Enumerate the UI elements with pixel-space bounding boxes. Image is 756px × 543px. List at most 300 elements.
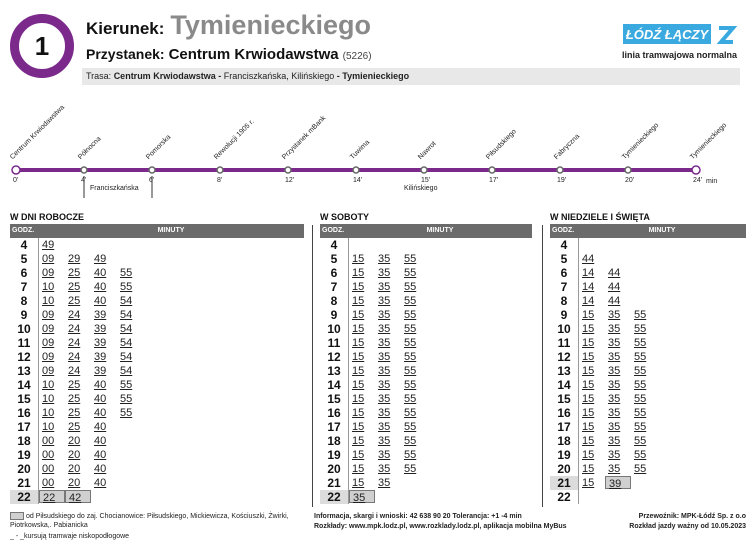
departure-minute: 15 <box>352 463 365 475</box>
minutes-cell <box>348 266 532 280</box>
hour-cell: 18 <box>17 434 31 448</box>
stop-marker <box>81 167 87 173</box>
sunday-header <box>550 224 746 238</box>
departure-minute: 39 <box>94 337 107 349</box>
departure-minute: 15 <box>582 435 595 447</box>
departure-minute: 44 <box>608 295 621 307</box>
departure-minute: 09 <box>42 253 55 265</box>
hour-cell: 13 <box>557 364 571 378</box>
time-unit: min <box>706 178 718 185</box>
sunday-section <box>550 212 746 504</box>
hour-column-header: GODZ. <box>12 227 35 234</box>
diagram-stop-time: 12' <box>285 177 295 184</box>
departure-minute: 55 <box>120 281 133 293</box>
route-middle: Franciszkańska, Kilińskiego <box>223 71 335 81</box>
departure-minute: 15 <box>582 351 595 363</box>
section-divider <box>312 225 313 507</box>
branch-label-franciszkanska: Franciszkańska <box>90 185 139 192</box>
stop-label: Przystanek: <box>86 46 165 62</box>
departure-minute: 35 <box>378 281 391 293</box>
departure-minute: 35 <box>608 435 621 447</box>
departure-minute: 15 <box>352 267 365 279</box>
minutes-cell <box>578 280 746 294</box>
departure-minute: 35 <box>378 379 391 391</box>
departure-minute: 15 <box>582 309 595 321</box>
route-end: - Tymienieckiego <box>336 71 410 81</box>
minutes-cell <box>348 280 532 294</box>
departure-minute: 35 <box>378 351 391 363</box>
minutes-cell <box>578 364 746 378</box>
timetable-row <box>550 462 746 476</box>
minutes-cell <box>348 294 532 308</box>
timetable-row <box>10 476 304 490</box>
minutes-cell <box>578 252 746 266</box>
minutes-cell <box>578 462 746 476</box>
timetable-row <box>550 392 746 406</box>
stop-marker <box>149 167 155 173</box>
minutes-cell <box>348 420 532 434</box>
departure-minute: 09 <box>42 309 55 321</box>
departure-minute: 15 <box>582 407 595 419</box>
hour-cell: 5 <box>20 252 28 266</box>
section-divider <box>542 225 543 507</box>
hour-cell: 19 <box>557 448 571 462</box>
valid-from: Rozkład jazdy ważny od 10.05.2023 <box>629 523 746 530</box>
branch-label-kilinskiego: Kilińskiego <box>404 185 438 192</box>
diagram-stop-time: 8' <box>217 177 223 184</box>
minutes-cell <box>578 392 746 406</box>
departure-minute: 15 <box>352 421 365 433</box>
diagram-stop-name: Tymienieckiego <box>621 121 661 161</box>
minutes-cell <box>578 336 746 350</box>
departure-minute: 40 <box>94 463 107 475</box>
departure-minute: 25 <box>68 407 81 419</box>
direction-label: Kierunek: <box>86 19 165 38</box>
minutes-cell <box>348 434 532 448</box>
departure-minute: 09 <box>42 337 55 349</box>
timetable-row <box>550 490 746 504</box>
saturday-header <box>320 224 532 238</box>
departure-minute: 15 <box>582 449 595 461</box>
timetable-row <box>550 350 746 364</box>
departure-minute: 40 <box>94 435 107 447</box>
diagram-stop-name: Pomorska <box>145 133 173 161</box>
info-line: Informacja, skargi i wnioski: 42 638 90 20 Tolerancja: +1 -4 min <box>314 513 522 520</box>
hour-cell: 20 <box>17 462 31 476</box>
departure-minute: 35 <box>378 449 391 461</box>
departure-minute: 15 <box>352 365 365 377</box>
timetable-row <box>550 336 746 350</box>
stop-marker <box>217 167 223 173</box>
departure-minute: 15 <box>582 365 595 377</box>
departure-minute: 55 <box>634 449 647 461</box>
minutes-cell <box>348 350 532 364</box>
departure-minute: 55 <box>404 281 417 293</box>
carrier: Przewoźnik: MPK-Łódź Sp. z o.o <box>638 513 746 520</box>
departure-minute: 09 <box>42 267 55 279</box>
departure-minute: 15 <box>582 463 595 475</box>
departure-minute: 40 <box>94 281 107 293</box>
departure-minute: 29 <box>68 253 81 265</box>
timetable-row <box>10 280 304 294</box>
stop-name: Centrum Krwiodawstwa <box>168 46 339 63</box>
saturday-section <box>320 212 532 504</box>
stop-marker <box>489 167 495 173</box>
departure-minute: 20 <box>68 463 81 475</box>
minutes-cell <box>38 448 304 462</box>
departure-minute: 55 <box>404 449 417 461</box>
minutes-cell <box>38 364 304 378</box>
departure-minute: 55 <box>634 323 647 335</box>
departure-minute: 44 <box>608 267 621 279</box>
departure-minute: 24 <box>68 365 81 377</box>
departure-minute: 00 <box>42 463 55 475</box>
timetable-row <box>550 364 746 378</box>
route-bar <box>82 68 740 85</box>
timetable-row <box>10 392 304 406</box>
departure-minute: 15 <box>352 337 365 349</box>
timetable-row <box>10 378 304 392</box>
departure-minute: 35 <box>378 477 391 489</box>
minutes-cell <box>348 238 532 252</box>
hour-cell: 22 <box>557 490 571 504</box>
departure-minute: 49 <box>42 239 55 251</box>
departure-minute: 20 <box>68 477 81 489</box>
timetable-row <box>10 406 304 420</box>
minutes-cell <box>38 252 304 266</box>
timetable-row <box>320 238 532 252</box>
hour-cell: 11 <box>17 336 31 350</box>
minutes-cell <box>38 308 304 322</box>
minutes-cell <box>348 322 532 336</box>
minutes-cell <box>578 476 746 490</box>
hour-cell: 14 <box>17 378 31 392</box>
timetable-row <box>320 364 532 378</box>
departure-minute: 55 <box>404 351 417 363</box>
diagram-stop-name: Północna <box>77 135 103 161</box>
departure-minute: 15 <box>582 337 595 349</box>
minutes-cell <box>38 434 304 448</box>
minutes-cell <box>348 252 532 266</box>
legend <box>10 512 310 530</box>
hour-cell: 20 <box>557 462 571 476</box>
hour-cell: 18 <box>557 434 571 448</box>
minutes-cell <box>38 350 304 364</box>
departure-minute: 55 <box>120 267 133 279</box>
departure-minute: 15 <box>352 253 365 265</box>
minutes-cell <box>578 308 746 322</box>
hour-cell: 16 <box>17 406 31 420</box>
departure-minute: 20 <box>68 435 81 447</box>
departure-minute: 15 <box>352 435 365 447</box>
departure-minute: 25 <box>68 281 81 293</box>
minutes-cell <box>38 462 304 476</box>
departure-minute: 10 <box>42 393 55 405</box>
hour-cell: 19 <box>17 448 31 462</box>
minutes-cell <box>38 280 304 294</box>
diagram-stop-time: 4' <box>81 177 87 184</box>
departure-minute: 44 <box>608 281 621 293</box>
minutes-cell <box>348 308 532 322</box>
diagram-stop-name: Przystanek mBank <box>281 114 328 161</box>
departure-minute: 55 <box>634 309 647 321</box>
departure-minute: 15 <box>582 379 595 391</box>
departure-minute: 55 <box>634 351 647 363</box>
logo-text: ŁÓDŹ ŁĄCZY <box>623 24 711 44</box>
timetable-row <box>320 490 532 504</box>
hour-cell: 7 <box>560 280 568 294</box>
timetables-line: Rozkłady: www.mpk.lodz.pl, www.rozklady.lodz.pl, aplikacja mobilna MyBus <box>314 523 567 530</box>
departure-minute: 35 <box>608 351 621 363</box>
departure-minute: 15 <box>582 477 595 489</box>
hour-cell: 13 <box>17 364 31 378</box>
departure-minute: 40 <box>94 407 107 419</box>
minutes-cell <box>38 336 304 350</box>
departure-minute: 15 <box>352 407 365 419</box>
timetable-row <box>10 238 304 252</box>
timetable-row <box>320 406 532 420</box>
minutes-cell <box>348 490 532 504</box>
hour-cell: 16 <box>327 406 341 420</box>
hour-column-header: GODZ. <box>322 227 345 234</box>
departure-minute: 44 <box>582 253 595 265</box>
diagram-stop-time: 14' <box>353 177 363 184</box>
departure-minute: 39 <box>605 476 631 489</box>
departure-minute: 24 <box>68 351 81 363</box>
departure-minute: 35 <box>378 463 391 475</box>
minutes-cell <box>38 392 304 406</box>
departure-minute: 54 <box>120 295 133 307</box>
departure-minute: 10 <box>42 281 55 293</box>
departure-minute: 35 <box>378 295 391 307</box>
minutes-cell <box>38 490 304 504</box>
weekday-title: W DNI ROBOCZE <box>10 212 84 222</box>
hour-cell: 6 <box>330 266 338 280</box>
timetable-row <box>550 434 746 448</box>
departure-minute: 55 <box>120 379 133 391</box>
minutes-cell <box>348 476 532 490</box>
departure-minute: 35 <box>378 407 391 419</box>
timetable-row <box>10 420 304 434</box>
departure-minute: 15 <box>352 449 365 461</box>
minutes-column-header: MINUTY <box>426 227 454 234</box>
departure-minute: 15 <box>582 421 595 433</box>
diagram-stop-name: Fabryczna <box>553 132 582 161</box>
stop-marker <box>12 166 20 174</box>
departure-minute: 55 <box>634 407 647 419</box>
timetable-row <box>10 308 304 322</box>
departure-minute: 55 <box>404 267 417 279</box>
hour-cell: 9 <box>20 308 28 322</box>
weekday-section <box>10 212 304 504</box>
departure-minute: 00 <box>42 435 55 447</box>
timetable-row <box>320 322 532 336</box>
direction-name: Tymienieckiego <box>170 10 371 40</box>
minutes-cell <box>38 378 304 392</box>
departure-minute: 35 <box>608 337 621 349</box>
departure-minute: 40 <box>94 421 107 433</box>
departure-minute: 35 <box>608 323 621 335</box>
timetable-row <box>10 294 304 308</box>
stop-marker <box>557 167 563 173</box>
diagram-stop-time: 20' <box>625 177 635 184</box>
hour-cell: 6 <box>560 266 568 280</box>
departure-minute: 55 <box>634 365 647 377</box>
departure-minute: 22 <box>39 490 65 503</box>
hour-cell: 4 <box>560 238 568 252</box>
minutes-cell <box>348 336 532 350</box>
timetable-row <box>320 252 532 266</box>
hour-cell: 22 <box>320 490 348 504</box>
minutes-cell <box>578 238 746 252</box>
hour-cell: 10 <box>17 322 31 336</box>
hour-cell: 17 <box>557 420 571 434</box>
hour-cell: 17 <box>17 420 31 434</box>
minutes-column-header: MINUTY <box>648 227 676 234</box>
departure-minute: 35 <box>349 490 375 503</box>
departure-minute: 10 <box>42 295 55 307</box>
departure-minute: 15 <box>352 295 365 307</box>
minutes-cell <box>578 406 746 420</box>
departure-minute: 55 <box>634 379 647 391</box>
departure-minute: 39 <box>94 323 107 335</box>
hour-cell: 15 <box>557 392 571 406</box>
departure-minute: 55 <box>634 337 647 349</box>
hour-cell: 18 <box>327 434 341 448</box>
direction-row <box>86 10 371 41</box>
departure-minute: 20 <box>68 449 81 461</box>
departure-minute: 55 <box>634 463 647 475</box>
hour-cell: 21 <box>17 476 31 490</box>
hour-cell: 14 <box>327 378 341 392</box>
diagram-stop-name: Tymienieckiego <box>689 121 729 161</box>
departure-minute: 55 <box>404 421 417 433</box>
departure-minute: 25 <box>68 295 81 307</box>
hour-cell: 17 <box>327 420 341 434</box>
weekday-header <box>10 224 304 238</box>
departure-minute: 14 <box>582 295 595 307</box>
hour-cell: 6 <box>20 266 28 280</box>
diagram-stop-time: 15' <box>421 177 431 184</box>
departure-minute: 55 <box>404 393 417 405</box>
departure-minute: 40 <box>94 267 107 279</box>
hour-cell: 8 <box>330 294 338 308</box>
hour-cell: 10 <box>327 322 341 336</box>
departure-minute: 15 <box>582 393 595 405</box>
hour-cell: 12 <box>557 350 571 364</box>
departure-minute: 55 <box>634 421 647 433</box>
timetable-row <box>550 322 746 336</box>
hour-cell: 22 <box>10 490 38 504</box>
departure-minute: 55 <box>404 309 417 321</box>
minutes-cell <box>578 378 746 392</box>
line-number-badge <box>10 14 74 78</box>
departure-minute: 55 <box>404 295 417 307</box>
departure-minute: 10 <box>42 421 55 433</box>
departure-minute: 15 <box>352 393 365 405</box>
departure-minute: 00 <box>42 449 55 461</box>
departure-minute: 55 <box>404 365 417 377</box>
hour-cell: 15 <box>17 392 31 406</box>
hour-cell: 19 <box>327 448 341 462</box>
diagram-stop-time: 19' <box>557 177 567 184</box>
departure-minute: 15 <box>582 323 595 335</box>
departure-minute: 55 <box>120 393 133 405</box>
minutes-cell <box>38 294 304 308</box>
departure-minute: 40 <box>94 477 107 489</box>
departure-minute: 35 <box>608 463 621 475</box>
timetable-row <box>550 280 746 294</box>
hour-cell: 21 <box>550 476 578 490</box>
diagram-stop-name: Tuwima <box>349 138 372 161</box>
departure-minute: 54 <box>120 365 133 377</box>
hour-cell: 5 <box>330 252 338 266</box>
departure-minute: 55 <box>404 407 417 419</box>
timetable-row <box>550 420 746 434</box>
departure-minute: 55 <box>120 407 133 419</box>
diagram-stop-time: 17' <box>489 177 499 184</box>
hour-cell: 7 <box>20 280 28 294</box>
departure-minute: 35 <box>608 393 621 405</box>
timetable-row <box>320 448 532 462</box>
stop-marker <box>353 167 359 173</box>
departure-minute: 35 <box>378 267 391 279</box>
hour-cell: 21 <box>327 476 341 490</box>
diagram-stop-name: Rewolucji 1905 r. <box>213 118 256 161</box>
timetable-row <box>10 350 304 364</box>
diagram-stop-time: 0' <box>13 177 19 184</box>
departure-minute: 35 <box>608 309 621 321</box>
timetable-row <box>320 280 532 294</box>
line-number: 1 <box>34 30 50 61</box>
timetable-row <box>320 462 532 476</box>
stop-code: (5226) <box>342 51 372 62</box>
timetable-row <box>320 294 532 308</box>
departure-minute: 40 <box>94 295 107 307</box>
departure-minute: 42 <box>65 490 91 503</box>
timetable-row <box>10 266 304 280</box>
departure-minute: 35 <box>608 407 621 419</box>
departure-minute: 24 <box>68 323 81 335</box>
departure-minute: 25 <box>68 421 81 433</box>
minutes-cell <box>38 266 304 280</box>
departure-minute: 35 <box>608 379 621 391</box>
timetable-row <box>550 238 746 252</box>
hour-cell: 4 <box>20 238 28 252</box>
diagram-stop-time: 24' <box>693 177 703 184</box>
departure-minute: 35 <box>378 323 391 335</box>
hour-column-header: GODZ. <box>552 227 575 234</box>
departure-minute: 39 <box>94 309 107 321</box>
stop-row <box>86 46 372 63</box>
departure-minute: 54 <box>120 309 133 321</box>
hour-cell: 9 <box>560 308 568 322</box>
hour-cell: 12 <box>327 350 341 364</box>
departure-minute: 35 <box>378 337 391 349</box>
diagram-stop-name: Nawrot <box>417 140 438 161</box>
hour-cell: 5 <box>560 252 568 266</box>
departure-minute: 25 <box>68 393 81 405</box>
logo-mark-icon <box>715 24 737 46</box>
departure-minute: 00 <box>42 477 55 489</box>
timetable-row <box>320 378 532 392</box>
minutes-cell <box>38 420 304 434</box>
timetable-row <box>320 392 532 406</box>
timetable-row <box>10 462 304 476</box>
line-type: linia tramwajowa normalna <box>622 50 738 60</box>
timetable-row <box>10 336 304 350</box>
departure-minute: 15 <box>352 477 365 489</box>
